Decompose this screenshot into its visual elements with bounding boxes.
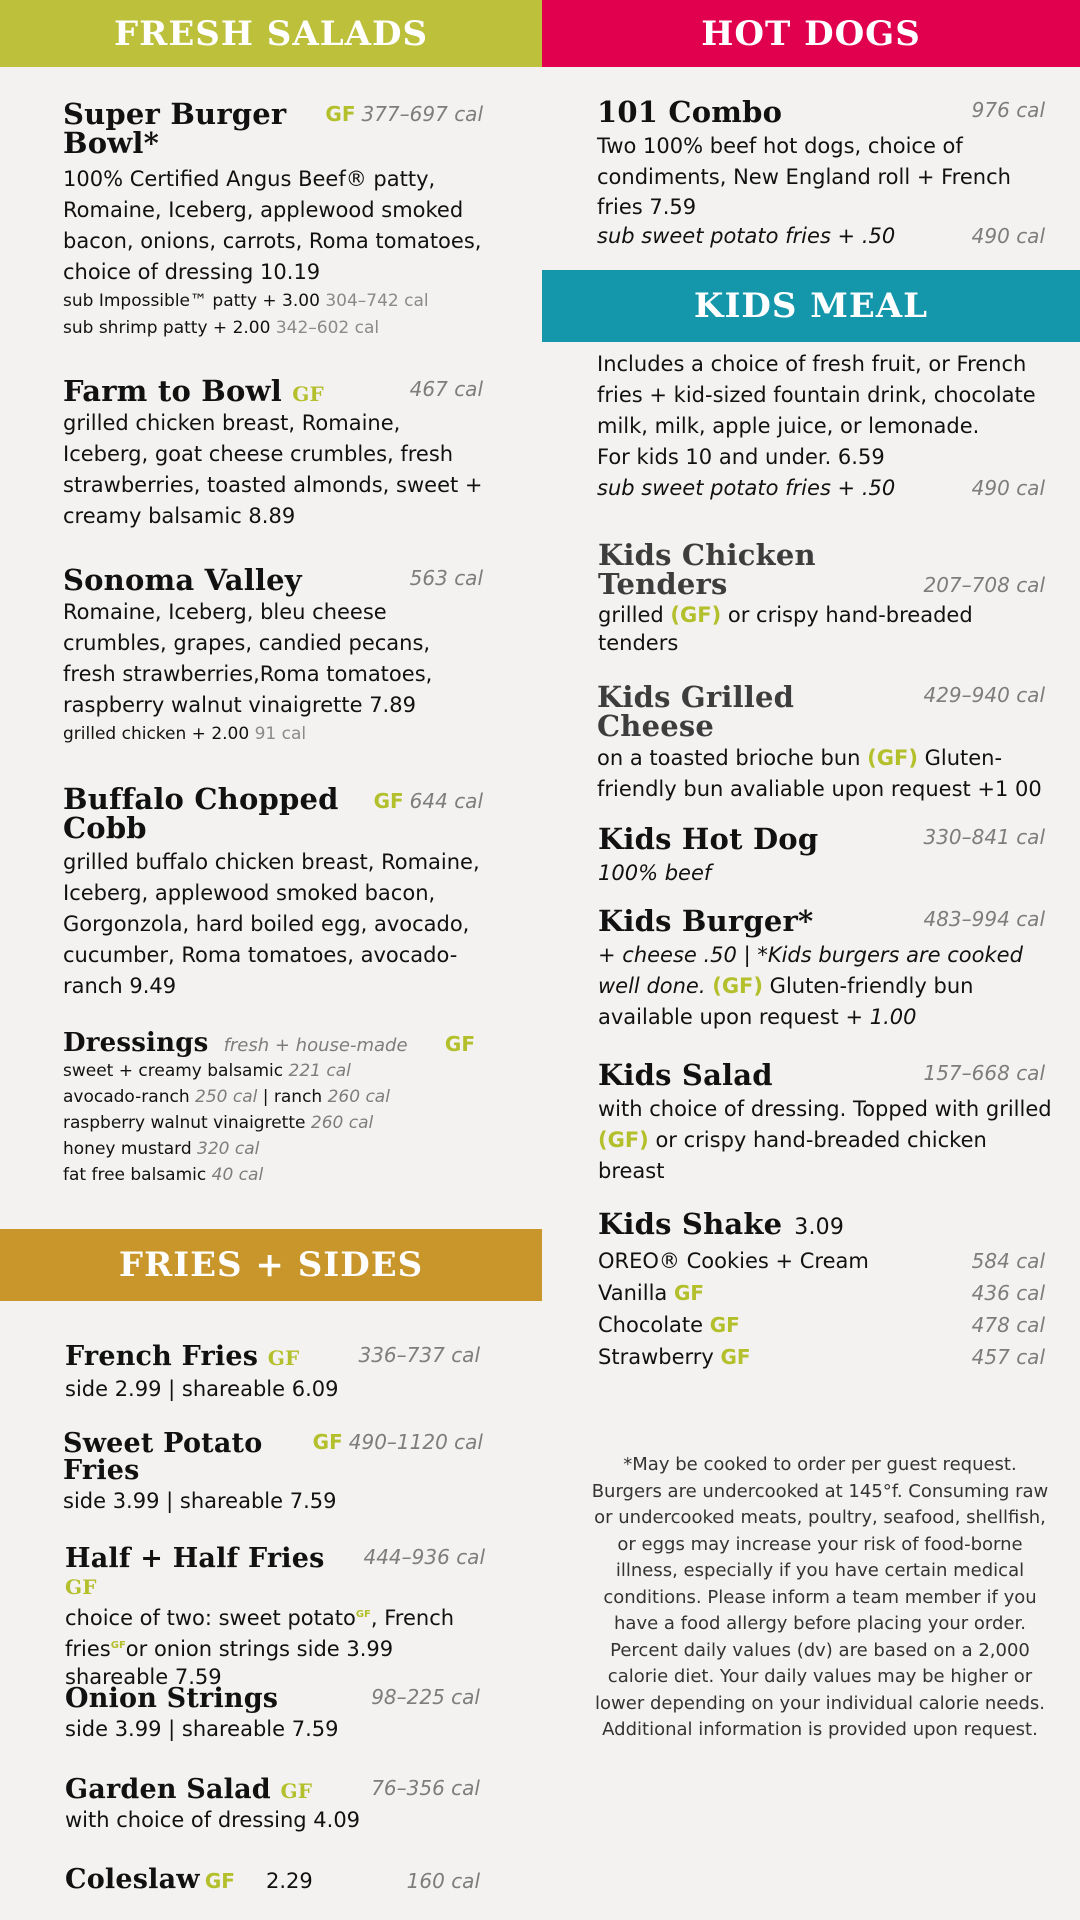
item-title: Kids Burger* [598, 904, 814, 938]
item-price: side 3.99 | shareable 7.59 [63, 1489, 337, 1513]
fries-sides-header [0, 1229, 542, 1301]
dressings-list [63, 1030, 483, 1188]
calories: 98–225 cal [371, 1685, 480, 1709]
dressings-tagline: fresh + house-made [223, 1035, 408, 1056]
item-price: 3.09 [794, 1215, 845, 1240]
item-price: side 3.99 | shareable 7.59 [65, 1717, 339, 1741]
gf-badge: GF [373, 789, 404, 813]
menu-item-super-burger-bowl [63, 97, 483, 342]
item-title: Super Burger Bowl* [63, 97, 287, 160]
calories: 160 cal [406, 1869, 480, 1893]
gf-badge: GF [280, 1779, 313, 1803]
item-description: + cheese .50 | *Kids burgers are cooked well done. (GF) Gluten-friendly bun available upon request + 1.00 [598, 943, 1023, 1029]
item-title: Kids Salad [598, 1058, 773, 1092]
menu-item-onion-strings [65, 1685, 480, 1745]
gf-badge: GF [312, 1430, 343, 1454]
calories: 330–841 cal [923, 825, 1045, 849]
calories: 444–936 cal [363, 1545, 485, 1569]
item-title: Dressings [63, 1028, 209, 1058]
item-title: Buffalo Chopped Cobb [63, 782, 339, 845]
gf-badge: GF [65, 1575, 97, 1599]
item-description: on a toasted brioche bun (GF) Gluten- friendly bun avaliable upon request +1 00 [597, 746, 1042, 801]
item-description: Includes a choice of fresh fruit, or French fries + kid-sized fountain drink, chocolate milk, milk, apple juice, or lemonade. For kids 10 and under. 6.59 [597, 352, 1036, 469]
list-item: OREO® Cookies + Cream 584 cal [598, 1249, 1045, 1273]
menu-item-kids-chicken-tenders [598, 538, 1045, 657]
sub-option: grilled chicken + 2.00 91 cal [63, 724, 307, 744]
item-title: Sonoma Valley [63, 563, 302, 597]
gf-badge: GF [444, 1032, 475, 1056]
menu-item-sweet-potato-fries [63, 1430, 483, 1517]
gf-badge: GF [292, 382, 324, 406]
item-title: Half + Half Fries GF [65, 1543, 325, 1599]
calories: 377–697 cal [361, 102, 483, 126]
kids-meal-intro [597, 349, 1045, 504]
menu-item-buffalo-chopped-cobb [63, 782, 493, 1002]
item-description: choice of two: sweet potato$^{GF}$, French fries$^{GF}$or onion strings side 3.99 shareable 7.59 [65, 1606, 455, 1689]
list-item: Strawberry GF 457 cal [598, 1345, 1045, 1369]
gf-badge: GF [267, 1346, 300, 1370]
calories: 563 cal [409, 566, 483, 590]
calories: 429–940 cal [923, 683, 1045, 707]
menu-item-kids-burger [598, 904, 1045, 1033]
fresh-salads-title: FRESH SALADS [113, 13, 429, 54]
sub-option: sub sweet potato fries + .50 490 cal [597, 476, 1045, 500]
item-description: with choice of dressing. Topped with grilled (GF) or crispy hand-breaded chicken breast [598, 1097, 1052, 1183]
menu-item-kids-salad [598, 1058, 1058, 1187]
item-title: Onion Strings [65, 1683, 279, 1714]
menu-item-kids-hot-dog [598, 822, 1045, 889]
calories: 157–668 cal [923, 1061, 1045, 1085]
calories: 467 cal [409, 377, 483, 401]
fresh-salads-header [0, 0, 542, 67]
item-price: 2.29 [266, 1869, 313, 1893]
item-description: with choice of dressing 4.09 [65, 1808, 361, 1832]
item-title: Kids Hot Dog [598, 822, 819, 856]
item-title: Kids Shake 3.09 [598, 1207, 845, 1241]
kids-meal-header [542, 270, 1080, 342]
menu-item-sonoma-valley [63, 563, 483, 748]
calories: 490–1120 cal [348, 1430, 483, 1454]
calories: 76–356 cal [371, 1776, 480, 1800]
sub-option: sub Impossible™ patty + 3.00 304–742 cal [63, 291, 429, 311]
item-description: grilled (GF) or crispy hand-breaded tenders [598, 603, 973, 655]
item-description: 100% beef [598, 861, 712, 885]
item-title: Garden Salad GF [65, 1774, 313, 1805]
item-title: French Fries GF [65, 1341, 300, 1372]
dressing-options: sweet + creamy balsamic 221 cal avocado-ranch 250 cal | ranch 260 cal raspberry walnut vinaigrette 260 cal honey mustard 320 cal fat free balsamic 40 cal [63, 1061, 390, 1185]
gf-badge: GF [204, 1869, 235, 1893]
item-description: 100% Certified Angus Beef® patty, Romaine, Iceberg, applewood smoked bacon, onions, carrots, Roma tomatoes, choice of dressing 10.19 [63, 167, 482, 284]
kids-meal-title: KIDS MEAL [693, 286, 929, 326]
calories: 644 cal [409, 789, 483, 813]
item-title: Kids Grilled Cheese [597, 680, 795, 743]
item-title: Coleslaw [65, 1864, 200, 1895]
item-title: Sweet Potato Fries [63, 1428, 263, 1486]
item-description: Romaine, Iceberg, bleu cheese crumbles, grapes, candied pecans, fresh strawberries,Roma tomatoes, raspberry walnut vinaigrette 7.89 [63, 600, 433, 717]
item-description: Two 100% beef hot dogs, choice of condiments, New England roll + French fries 7.59 [597, 134, 1011, 219]
hot-dogs-header [542, 0, 1080, 67]
item-title: Farm to Bowl GF [63, 374, 324, 408]
item-title: 101 Combo [597, 95, 783, 129]
item-price: side 2.99 | shareable 6.09 [65, 1377, 339, 1401]
shake-flavors [598, 1245, 1045, 1373]
menu-item-101-combo [597, 95, 1045, 252]
fries-sides-title: FRIES + SIDES [118, 1245, 424, 1285]
menu-item-french-fries [65, 1343, 480, 1405]
gf-badge: GF [325, 102, 356, 126]
menu-item-half-half-fries [65, 1545, 485, 1691]
calories: 483–994 cal [923, 907, 1045, 931]
sub-option: sub sweet potato fries + .50 490 cal [597, 224, 1045, 248]
menu-item-farm-to-bowl [63, 374, 483, 532]
calories: 336–737 cal [358, 1343, 480, 1367]
list-item: Chocolate GF 478 cal [598, 1313, 1045, 1337]
menu-item-kids-grilled-cheese [597, 680, 1045, 805]
hot-dogs-title: HOT DOGS [701, 13, 921, 54]
menu-item-garden-salad [65, 1776, 480, 1836]
menu-item-kids-shake [598, 1207, 1045, 1373]
calories: 207–708 cal [923, 573, 1045, 597]
menu-item-coleslaw [65, 1866, 480, 1897]
sub-option: sub shrimp patty + 2.00 342–602 cal [63, 318, 380, 338]
allergy-disclaimer: *May be cooked to order per guest request. Burgers are undercooked at 145°f. Consuming raw or undercooked meats, poultry, seafood, shellfish, or eggs may increase your risk of food-borne illness, especially if you have certain medical conditions. Please inform a team member if you have a food allergy before placing your order. Percent daily values (dv) are based on a 2,000 calorie diet. Your daily values may be higher or lower depending on your individual calorie needs. Additional information is provided upon request. [591, 1454, 1049, 1740]
list-item: Vanilla GF 436 cal [598, 1281, 1045, 1305]
item-description: grilled buffalo chicken breast, Romaine, Iceberg, applewood smoked bacon, Gorgonzola, hard boiled egg, avocado, cucumber, Roma tomatoes, avocado- ranch 9.49 [63, 850, 480, 998]
item-title: Kids Chicken Tenders [598, 538, 816, 601]
calories: 976 cal [971, 98, 1045, 122]
item-description: grilled chicken breast, Romaine, Iceberg, goat cheese crumbles, fresh strawberries, toasted almonds, sweet + creamy balsamic 8.89 [63, 411, 483, 528]
